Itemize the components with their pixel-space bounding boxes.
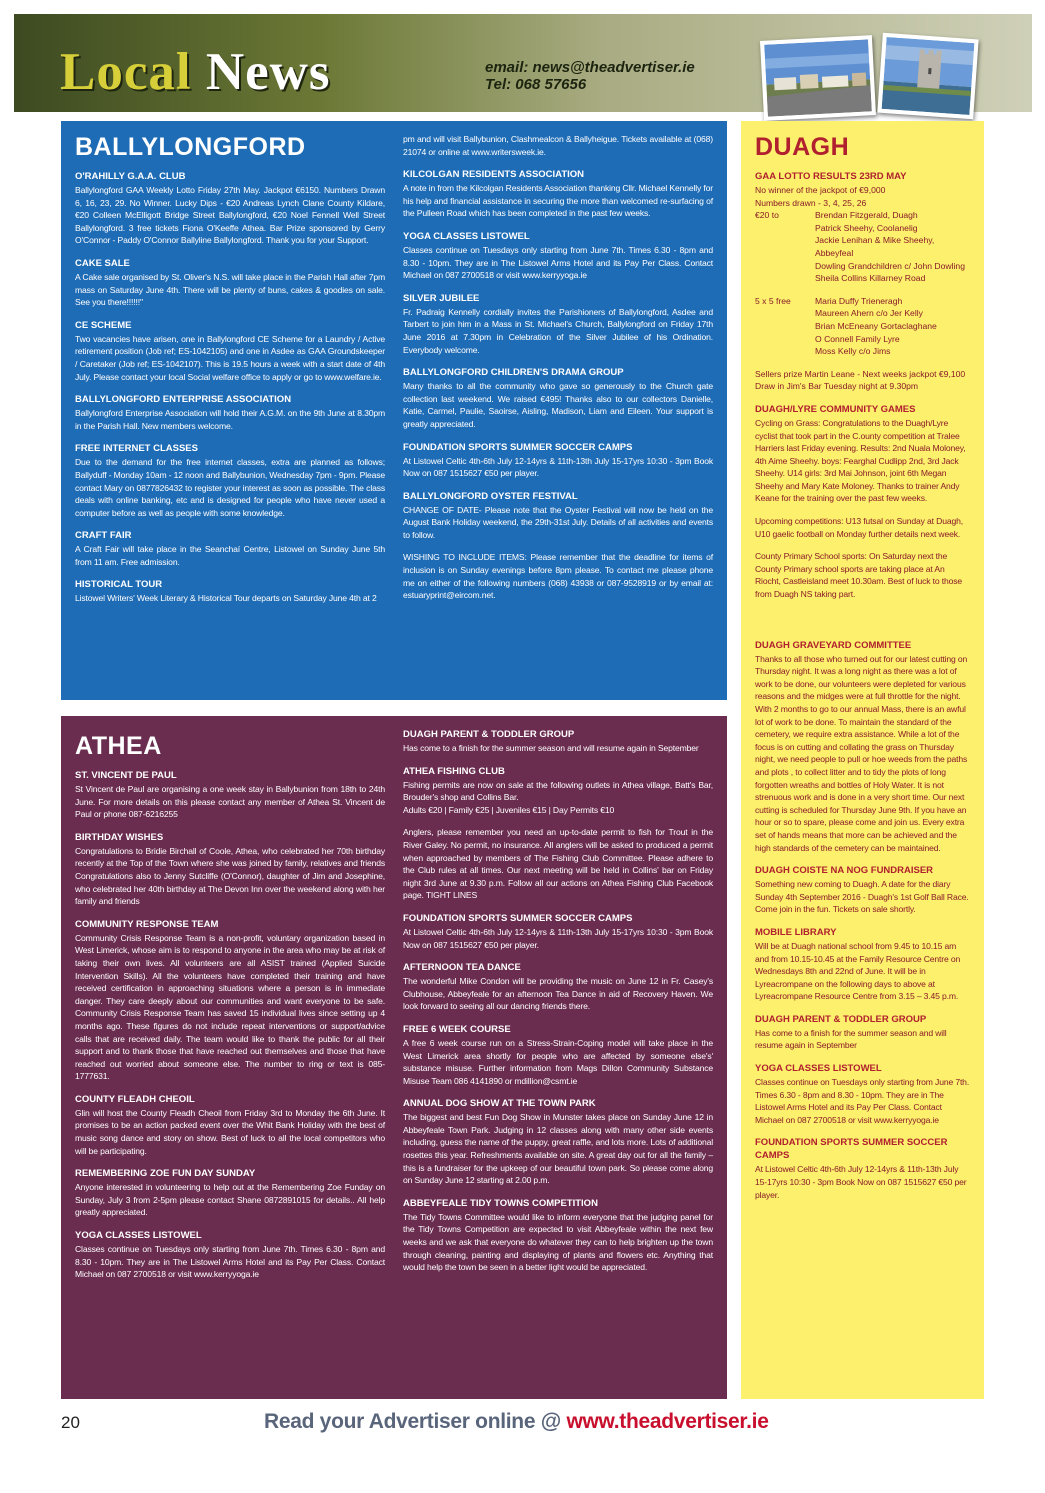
item-text: A Craft Fair will take place in the Seanchaí Centre, Listowel on Sunday June 5th from 11 am. Free admission. <box>75 544 385 567</box>
item-text: Has come to a finish for the summer season and will resume again in September <box>403 743 699 753</box>
news-item <box>403 1023 713 1087</box>
lotto-winners <box>755 184 972 393</box>
news-item <box>75 1093 385 1157</box>
item-heading: FOUNDATION SPORTS SUMMER SOCCER CAMPS <box>403 441 633 453</box>
ballylongford-column-left <box>75 133 385 615</box>
header-photo-village <box>760 35 876 121</box>
header-banner <box>14 14 1032 112</box>
ballylongford-section <box>61 121 727 700</box>
winner-row <box>755 320 972 333</box>
news-item <box>75 442 385 519</box>
item-heading: FREE INTERNET CLASSES <box>75 443 198 455</box>
winner-row <box>755 209 972 222</box>
athea-column-right <box>403 728 713 1284</box>
item-text: The biggest and best Fun Dog Show in Munster takes place on Sunday June 12 in Abbeyfeale Town Park. Judging in 12 classes along with many other side events including, guess the name of the puppy, great raffle, and lots more. Lots of additional rosettes this year. Refreshments available on site. A great day out for all the family – this is a fundraiser for the upkeep of our beautiful town park. So please come along on Sunday June 12 starting at 2.00 p.m. <box>403 1112 713 1186</box>
item-heading: COMMUNITY RESPONSE TEAM <box>75 918 219 930</box>
item-heading: CE SCHEME <box>75 319 132 331</box>
news-item <box>403 1097 713 1187</box>
news-item <box>755 515 972 540</box>
news-item <box>755 550 972 600</box>
footer-url-link[interactable]: www.theadvertiser.ie <box>566 1410 769 1433</box>
news-item <box>403 961 713 1013</box>
item-text: CHANGE OF DATE- Please note that the Oyster Festival will now be held on the August Bank Holiday weekend, the 29th-31st July. Details of all activities and events to follow. <box>403 504 713 540</box>
item-heading: KILCOLGAN RESIDENTS ASSOCIATION <box>403 169 585 181</box>
news-item <box>403 1197 713 1274</box>
news-item <box>755 1136 972 1201</box>
news-item <box>75 393 385 432</box>
item-heading: BALLYLONGFORD ENTERPRISE ASSOCIATION <box>75 394 292 406</box>
item-heading: ST. VINCENT DE PAUL <box>75 770 177 781</box>
news-item <box>755 1013 972 1052</box>
item-text: Has come to a finish for the summer season and will resume again in September <box>755 1027 947 1051</box>
news-item <box>403 292 713 356</box>
item-heading: FOUNDATION SPORTS SUMMER SOCCER CAMPS <box>755 1137 948 1162</box>
item-heading: REMEMBERING ZOE FUN DAY SUNDAY <box>75 1168 256 1180</box>
news-item <box>75 529 385 568</box>
winner-name: Patrick Sheehy, Coolanelig <box>815 222 918 233</box>
ballylongford-title: BALLYLONGFORD <box>75 133 306 161</box>
winner-name: Maureen Ahern c/o Jer Kelly <box>815 308 923 319</box>
winner-name: Sheila Collins Killarney Road <box>815 273 926 284</box>
item-heading: GAA LOTTO RESULTS 23RD MAY <box>755 171 907 182</box>
winner-name: O Connell Family Lyre <box>815 333 900 344</box>
news-item <box>403 490 713 542</box>
item-text: Classes continue on Tuesdays only starting from June 7th. Times 6.30 - 8pm and 8.30 - 10pm. They are in The Listowel Arms Hotel and its Pay Per Class. Contact Michael on 087 2700518 or visit www.kerryyoga.ie <box>403 244 713 281</box>
athea-title: ATHEA <box>75 732 162 760</box>
lotto-results <box>755 170 972 393</box>
item-text: Anglers, please remember you need an up-to-date permit to fish for Trout in the River Galey. No permit, no insurance. All anglers will be asked to produced a permit when approached by members of The Fishing Club Committee. Please adhere to the Club rules at all times. Our next meeting will be held in Collins' bar on Friday night 3rd June at 9.30 p.m. Follow all our actions on Athea Fishing Club Facebook page. TIGHT LINES <box>403 827 713 901</box>
header-photo-castle <box>877 33 978 120</box>
item-text: A free 6 week course run on a Stress-Strain-Coping model will take place in the West Limerick area shortly for people who are affected by someone else's' substance misuse. Further information from Mags Dillon Community Substance Misuse Team 086 4141890 or mdillion@csmt.ie <box>403 1037 713 1086</box>
item-text: The Tidy Towns Committee would like to inform everyone that the judging panel for the Tidy Towns Competition are expected to visit Abbeyfeale within the next few weeks and we ask that everyone do whatever they can to help brighten up the town through cleaning, painting and displaying of plants and flowers etc. Anything that would help the town be seen in a better light would be appreciated. <box>403 1211 713 1273</box>
footer-promo <box>264 1410 769 1434</box>
news-item <box>755 864 972 916</box>
item-text: Due to the demand for the free internet classes, extra are planned as follows; Ballyduff - Monday 10am - 12 noon and Ballybunion, Wednesday 7pm - 9pm. Please contact Mary on 0877826432 to register your interest as soon as possible. The class deals with online banking, etc and is designed for people who have never used a computer before as well as people with some knowledge. <box>75 457 385 518</box>
item-text: Two vacancies have arisen, one in Ballylongford CE Scheme for a Laundry / Active retirement position (Job ref; ES-1042105) and one in Asdee as GAA Groundskeeper / Caretaker (Job ref; ES-1042107). This is 19.5 hours a week with a start date of 4th July. Please contact your local Social welfare office to apply or go to www.welfare.ie. <box>75 333 385 382</box>
item-heading: YOGA CLASSES LISTOWEL <box>403 230 530 242</box>
item-heading: CAKE SALE <box>75 257 130 269</box>
duagh-title: DUAGH <box>755 133 850 161</box>
item-text: Many thanks to all the community who gave so generously to the Church gate collection last weekend. We raised €495! Thanks also to our collectors Danielle, Katie, Carmel, Paulie, Saoirse, Aisling, Madison, Liam and Eileen. Your support is greatly appreciated. <box>403 381 713 429</box>
item-text: At Listowel Celtic 4th-6th July 12-14yrs & 11th-13th July 15-17yrs 10:30 - 3pm Book Now on 087 1515627 €50 per player. <box>755 1164 967 1200</box>
item-heading: YOGA CLASSES LISTOWEL <box>75 1230 202 1242</box>
news-item <box>75 170 385 247</box>
item-text: Ballylongford GAA Weekly Lotto Friday 27th May. Jackpot €6150. Numbers Drawn 6, 16, 23, 29. No Winner. Lucky Dips - €20 Andreas Lynch Clane County Kildare, €20 Colleen McElligott Bridge Street Ballylongford, €20 Noel Fennell Well Street Ballylongford. 3 free tickets Fiona O'Keeffe Athea. Bar Prize sponsored by Gerry O'Connor - Paddy O'Connor Ballyline Ballylongford. Thank you for your Support. <box>75 185 385 246</box>
winner-name: Dowling Grandchildren c/ John Dowling <box>815 260 965 271</box>
item-heading: AFTERNOON TEA DANCE <box>403 962 521 974</box>
item-text: A Cake sale organised by St. Oliver's N.S. will take place in the Parish Hall after 7pm mass on Saturday June 4th. There will be plenty of buns, cakes & goodies on sale. See you there!!!!!!" <box>75 271 385 308</box>
winner-label: €20 to <box>755 210 779 221</box>
item-heading: BALLYLONGFORD OYSTER FESTIVAL <box>403 490 578 502</box>
item-text: Fr. Padraig Kennelly cordially invites the Parishioners of Ballylongford, Asdee and Tarbert to join him in a Mass in St. Michael's Church, Ballylongford on Friday 17th June 2016 at 7.30pm in Celebration of the Silver Jubilee of his Ordination. Everybody welcome. <box>403 306 713 355</box>
athea-column-left <box>75 728 385 1291</box>
item-heading: ANNUAL DOG SHOW AT THE TOWN PARK <box>403 1098 596 1110</box>
winner-label: 5 x 5 free <box>755 295 791 306</box>
item-text: Listowel Writers' Week Literary & Historical Tour departs on Saturday June 4th at 2 <box>75 593 377 604</box>
news-item <box>75 1167 385 1219</box>
item-text: A note in from the Kilcolgan Residents Association thanking Cllr. Michael Kennelly for his help and financial assistance in securing the more than welcomed re-surfacing of the Pulleen Road which has been completed in the past few weeks. <box>403 183 714 219</box>
winner-name: Maria Duffy Trieneragh <box>815 295 903 306</box>
item-heading: MOBILE LIBRARY <box>755 926 837 938</box>
item-text: Will be at Duagh national school from 9.45 to 10.15 am and from 10.15-10.45 at the Family Resource Centre on Wednesdays 8th and 22nd of June. It will be in Lyreacrompane on the following days to above at Lyreacrompane Resource Centre from 3.15 – 3.45 p.m. <box>755 940 961 1002</box>
item-heading: DUAGH COISTE NA NOG FUNDRAISER <box>755 865 934 877</box>
item-heading: CRAFT FAIR <box>75 530 132 542</box>
item-text: St Vincent de Paul are organising a one week stay in Ballybunion from 18th to 24th June. For more details on this please contact any member of Athea St. Vincent de Paul or phone 087-6216255 <box>75 784 385 820</box>
item-heading: COUNTY FLEADH CHEOIL <box>75 1093 195 1105</box>
item-text: Classes continue on Tuesdays only starting from June 7th. Times 6.30 - 8pm and 8.30 - 10pm. They are in The Listowel Arms Hotel and its Pay Per Class. Contact Michael on 087 2700518 or visit www.kerryyoga.ie <box>75 1244 385 1280</box>
item-heading: YOGA CLASSES LISTOWEL <box>755 1063 882 1075</box>
winner-name: Brendan Fitzgerald, Duagh <box>815 210 918 221</box>
item-heading: BIRTHDAY WISHES <box>75 831 164 843</box>
item-text: Cycling on Grass: Congratulations to the Duagh/Lyre cyclist that took part in the C.ounty competition at Tralee Harriers last Friday evening. Results: 2nd Nuala Moloney, 4th Aime Sheehy. boys: Fearghal Cudlipp 2nd, 3rd Jack Sheehy. U14 girls: 3rd Mai Johnson, joint 6th Megan Sheehy and Mary Kate Moloney. Thanks to trainer Andy Keane for the training over the past few weeks. <box>755 417 966 504</box>
news-item <box>755 926 972 1003</box>
item-text: pm and will visit Ballybunion, Clashmealcon & Ballyheigue. Tickets available at (068) 21074 or online at www.writersweek.ie. <box>403 134 713 157</box>
title-word-news: News <box>205 43 331 101</box>
winner-row <box>755 234 972 259</box>
item-heading: O'RAHILLY G.A.A. CLUB <box>75 171 186 182</box>
winner-row <box>755 260 972 273</box>
item-heading: DUAGH PARENT & TODDLER GROUP <box>755 1013 927 1025</box>
item-text: Thanks to all those who turned out for our latest cutting on Thursday night. It was a long night as there was a lot of work to be done, our volunteers were depleted for various reasons and the midges were at full throttle for the night. With 2 months to go to our annual Mass, there is an awful lot of work to be done. To maintain the standard of the cemetery, we require extra assistance. While a lot of the focus is on cutting and collating the grass on Thursday night, we need people to pull or hoe weeds from the paths and plots , to collect litter and to tidy the plots of long forgotten wreaths and bottles of Holy Water. It is not strenuous work and is done in a very short time. Our next cutting is scheduled for Thursday June 9th. If you have an hour or so to spare, please come and join us. Every extra set of hands means that more can be achieved and the high standards of the cemetery can be maintained. <box>755 653 968 853</box>
news-item <box>403 168 713 220</box>
item-text: Something new coming to Duagh. A date for the diary Sunday 4th September 2016 - Duagh's 1st Golf Ball Race. Come join in the fun. Tickets on sale shortly. <box>755 879 969 915</box>
news-item <box>403 441 713 480</box>
news-item <box>75 918 385 1083</box>
item-heading: DUAGH/LYRE COMMUNITY GAMES <box>755 403 916 415</box>
item-text: Glin will host the County Fleadh Cheoil from Friday 3rd to Monday the 6th June. It promises to be an action packed event over the Whit Bank Holiday with the best of music song dance and story on show. Best of luck to all the local competitors who will be participating. <box>75 1107 385 1156</box>
item-heading: HISTORICAL TOUR <box>75 579 163 591</box>
winner-row <box>755 222 972 235</box>
item-text: Classes continue on Tuesdays only starting from June 7th. Times 6.30 - 8pm and 8.30 - 10pm. They are in The Listowel Arms Hotel and its Pay Per Class. Contact Michael on 087 2700518 or visit www.kerryyoga.ie <box>755 1077 970 1125</box>
news-item <box>75 257 385 309</box>
winner-row <box>755 345 972 358</box>
page-number: 20 <box>61 1413 80 1432</box>
winner-name: Jackie Lenihan & Mike Sheehy, Abbeyfeal <box>815 235 935 258</box>
winner-row <box>755 272 972 285</box>
lotto-intro-line: Numbers drawn - 3, 4, 25, 26 <box>755 197 867 208</box>
item-heading: SILVER JUBILEE <box>403 292 480 304</box>
item-heading: ABBEYFEALE TIDY TOWNS COMPETITION <box>403 1197 598 1209</box>
item-heading: FOUNDATION SPORTS SUMMER SOCCER CAMPS <box>403 912 633 924</box>
winner-name: Brian McEneany Gortaclaghane <box>815 320 937 331</box>
lotto-intro-line: No winner of the jackpot of €9,000 <box>755 185 886 195</box>
news-item <box>403 366 713 430</box>
ballylongford-column-right <box>403 133 713 612</box>
news-item <box>755 403 972 505</box>
item-text: At Listowel Celtic 4th-6th July 12-14yrs & 11th-13th July 15-17yrs 10:30 - 3pm Book Now on 087 1515627 €50 per player. <box>403 926 713 950</box>
footer-text: Read your Advertiser online @ <box>264 1410 567 1433</box>
news-item <box>403 765 713 804</box>
permit-prices <box>403 804 713 817</box>
news-item <box>403 551 713 601</box>
winner-row <box>755 307 972 320</box>
item-text: County Primary School sports: On Saturday next the County Primary school sports are taking place at An Riocht, Castleisland meet 10.30am. Best of luck to those from Duagh NS taking part. <box>755 551 963 600</box>
winner-name: Moss Kelly c/o Jims <box>815 346 891 357</box>
item-text: At Listowel Celtic 4th-6th July 12-14yrs & 11th-13th July 15-17yrs 10:30 - 3pm Book Now on 087 1515627 €50 per player. <box>403 455 713 479</box>
athea-section <box>61 716 727 1399</box>
title-word-local: Local <box>60 43 192 101</box>
winner-row <box>755 333 972 346</box>
duagh-section <box>741 121 984 1399</box>
contact-info <box>485 59 695 93</box>
item-heading: DUAGH PARENT & TODDLER GROUP <box>403 729 575 740</box>
news-item <box>755 639 972 855</box>
item-text: Community Crisis Response Team is a non-profit, voluntary organization based in West Limerick, whose aim is to respond to anyone in the area who may be at risk of taking their own lives. All volunteers are all ASIST trained (Applied Suicide Intervention Skills). All the volunteers have completed their training and have received certification in approaching situations where a person is in immediate danger. They care deeply about our communities and want everyone to be safe. Community Crisis Response Team has saved 15 individual lives since setting up 4 months ago. These figures do not include repeat interventions or support/advice calls that are received daily. The team would like to thank the public for all their support and to thank those that have reached out themselves and those that have reached out worried about someone else. The number to ring or text is 085-1777631. <box>75 932 385 1082</box>
item-text: Congratulations to Bridie Birchall of Coole, Athea, who celebrated her 70th birthday recently at the Top of the Town where she was joined by family, relatives and friends Congratulations also to Jenny Sutcliffe (O'Connor), daughter of Jim and Josephine, who celebrated her 40th birthday at The Devon Inn over the weekend along with her family and friends <box>75 845 385 907</box>
news-item <box>75 319 385 383</box>
item-text: Ballylongford Enterprise Association will hold their A.G.M. on the 9th June at 8.30pm in the Parish Hall. New members welcome. <box>75 408 385 431</box>
news-item <box>403 826 713 902</box>
contact-email: email: news@theadvertiser.ie <box>485 59 695 76</box>
news-item <box>75 769 385 821</box>
item-text: Anyone interested in volunteering to help out at the Remembering Zoe Funday on Sunday, July 3 from 2-5pm please contact Shane 0872891015 for details.. All help greatly appreciated. <box>75 1182 385 1218</box>
contact-tel: Tel: 068 57656 <box>485 76 587 93</box>
news-item <box>403 912 713 951</box>
item-text: Upcoming competitions: U13 futsal on Sunday at Duagh, U10 gaelic football on Monday further details next week. <box>755 516 963 539</box>
item-text: Fishing permits are now on sale at the following outlets in Athea village, Batt's Bar, Brouder's shop and Collins Bar. <box>403 779 713 803</box>
news-item <box>403 230 713 282</box>
item-heading: FREE 6 WEEK COURSE <box>403 1023 511 1035</box>
news-item <box>403 133 713 158</box>
lotto-outro: Sellers prize Martin Leane - Next weeks jackpot €9,100 Draw in Jim's Bar Tuesday night at 9.30pm <box>755 368 966 392</box>
item-text: WISHING TO INCLUDE ITEMS: Please remember that the deadline for items of inclusion is on Sunday evenings before 8pm please. To contact me please phone me on either of the following numbers (068) 43938 or 087-9528919 or by email at: estuaryprint@eircom.net. <box>403 552 713 601</box>
winner-row <box>755 295 972 308</box>
news-item <box>75 831 385 908</box>
item-text: The wonderful Mike Condon will be providing the music on June 12 in Fr. Casey's Clubhouse, Abbeyfeale for an afternoon Tea Dance in aid of Recovery Haven. We look forward to seeing all our dancing friends there. <box>403 976 713 1012</box>
item-heading: DUAGH GRAVEYARD COMMITTEE <box>755 639 912 651</box>
news-item <box>75 1229 385 1281</box>
news-item <box>755 1062 972 1126</box>
item-text: Adults €20 | Family €25 | Juveniles €15 | Day Permits €10 <box>403 804 615 815</box>
news-item <box>403 728 713 755</box>
item-heading: BALLYLONGFORD CHILDREN'S DRAMA GROUP <box>403 367 624 379</box>
item-heading: ATHEA FISHING CLUB <box>403 765 505 777</box>
duagh-column <box>755 133 972 1211</box>
news-item <box>75 578 385 605</box>
page-title <box>60 43 331 101</box>
